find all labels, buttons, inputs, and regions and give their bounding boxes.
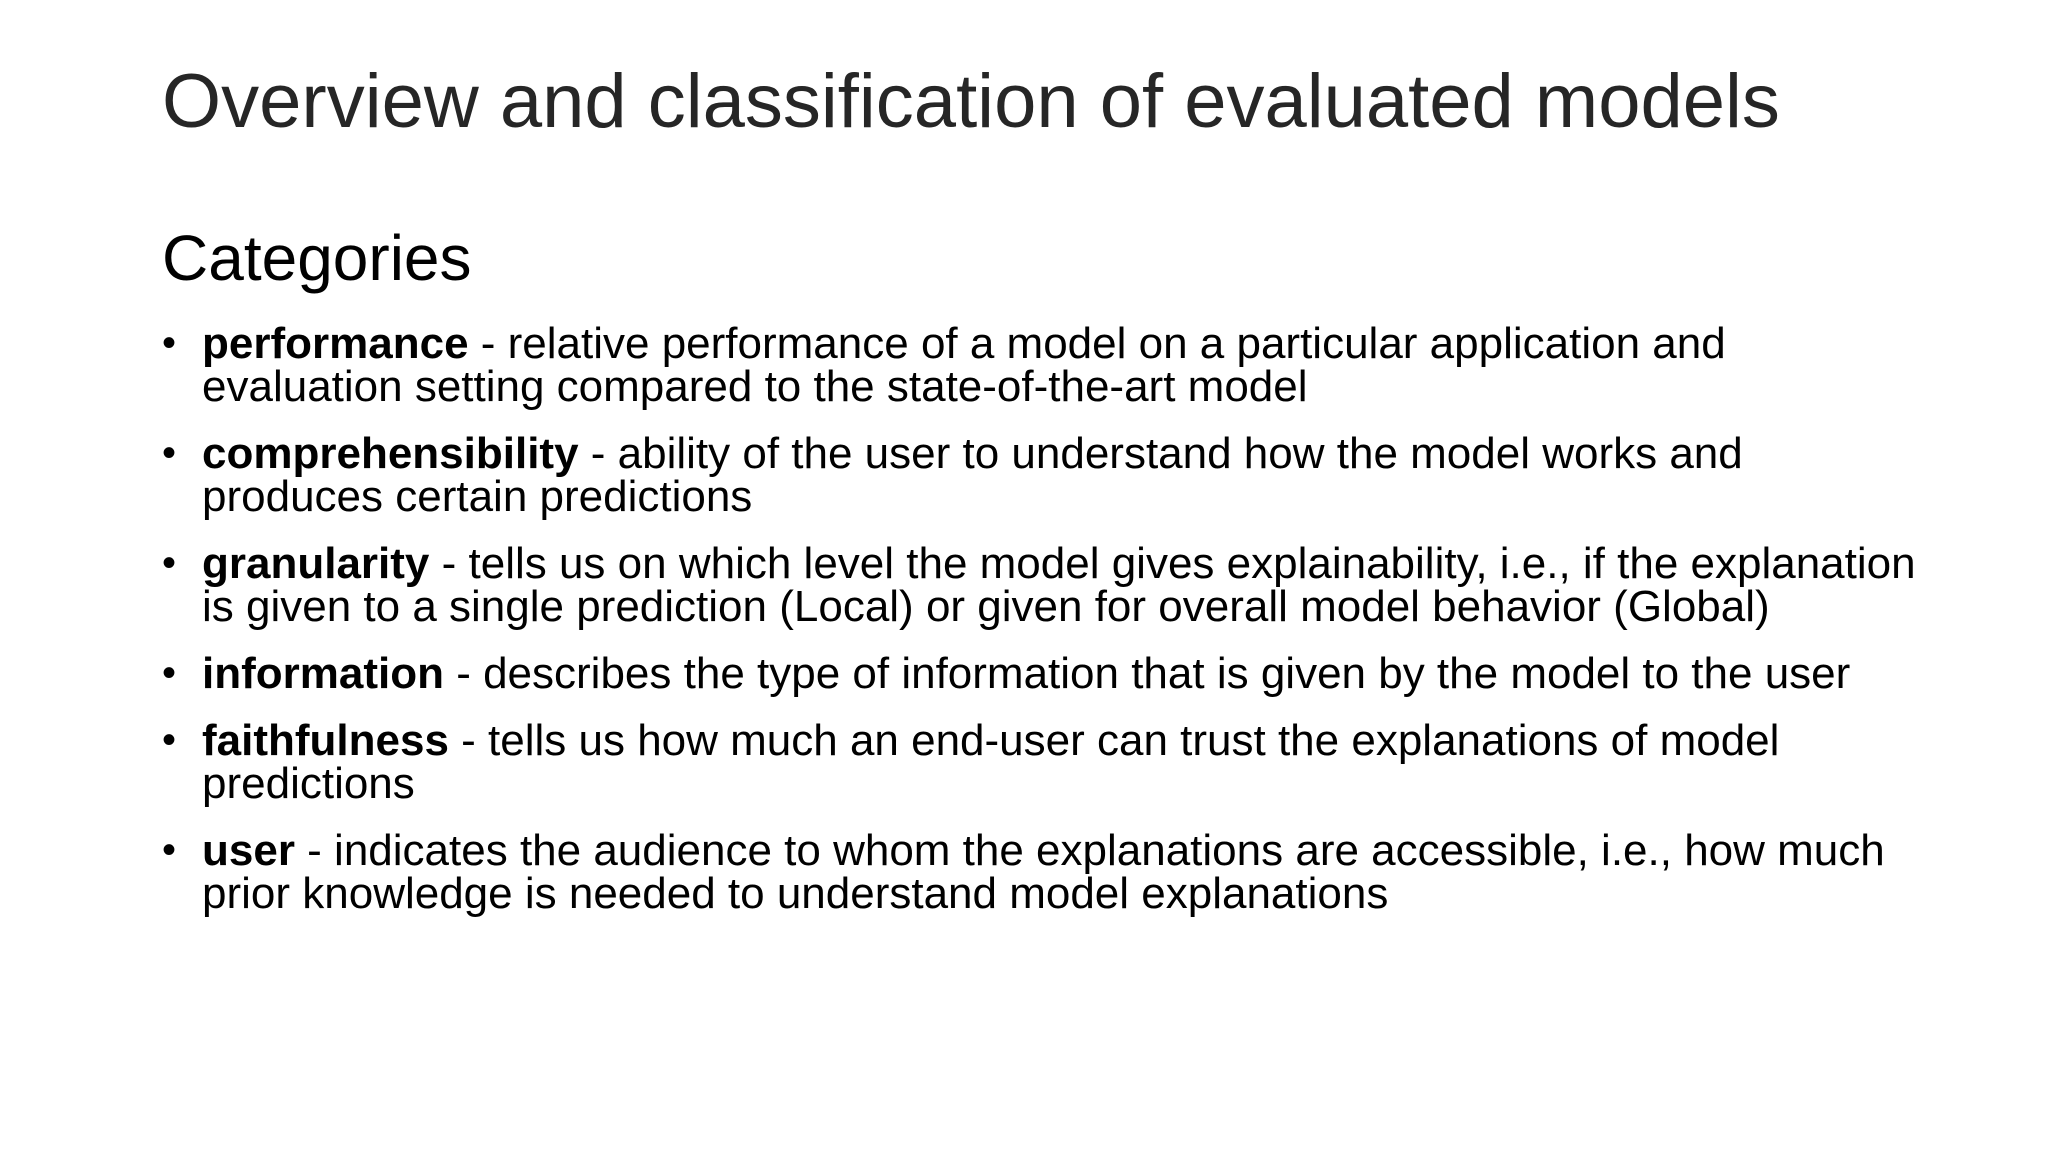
category-item-performance bbox=[162, 319, 1922, 411]
category-term: granularity bbox=[202, 539, 430, 588]
bullet-icon: • bbox=[162, 718, 177, 762]
category-description: - describes the type of information that is given by the model to the user bbox=[443, 649, 1851, 698]
category-term: performance bbox=[202, 319, 469, 368]
category-item-information bbox=[162, 649, 1922, 698]
bullet-icon: • bbox=[162, 828, 177, 872]
bullet-icon: • bbox=[162, 431, 177, 475]
category-term: comprehensibility bbox=[202, 429, 579, 478]
category-term: user bbox=[202, 826, 295, 875]
section-heading: Categories bbox=[162, 222, 472, 294]
category-item-faithfulness bbox=[162, 716, 1922, 808]
category-item-granularity bbox=[162, 539, 1922, 631]
category-description: - relative performance of a model on a particular application and evaluation setting compared to the state-of-the-art model bbox=[202, 319, 1726, 411]
category-description: - indicates the audience to whom the explanations are accessible, i.e., how much prior knowledge is needed to understand model explanations bbox=[202, 826, 1885, 918]
category-description: - ability of the user to understand how the model works and produces certain predictions bbox=[202, 429, 1743, 521]
category-list bbox=[162, 319, 1922, 939]
bullet-icon: • bbox=[162, 321, 177, 365]
slide-title: Overview and classification of evaluated models bbox=[162, 59, 1780, 144]
category-term: faithfulness bbox=[202, 716, 449, 765]
category-description: - tells us on which level the model gives explainability, i.e., if the explanation is given to a single prediction (Local) or given for overall model behavior (Global) bbox=[202, 539, 1916, 631]
bullet-icon: • bbox=[162, 651, 177, 695]
category-description: - tells us how much an end-user can trust the explanations of model predictions bbox=[202, 716, 1780, 808]
category-item-user bbox=[162, 826, 1922, 918]
category-item-comprehensibility bbox=[162, 429, 1922, 521]
bullet-icon: • bbox=[162, 541, 177, 585]
category-term: information bbox=[202, 649, 444, 698]
